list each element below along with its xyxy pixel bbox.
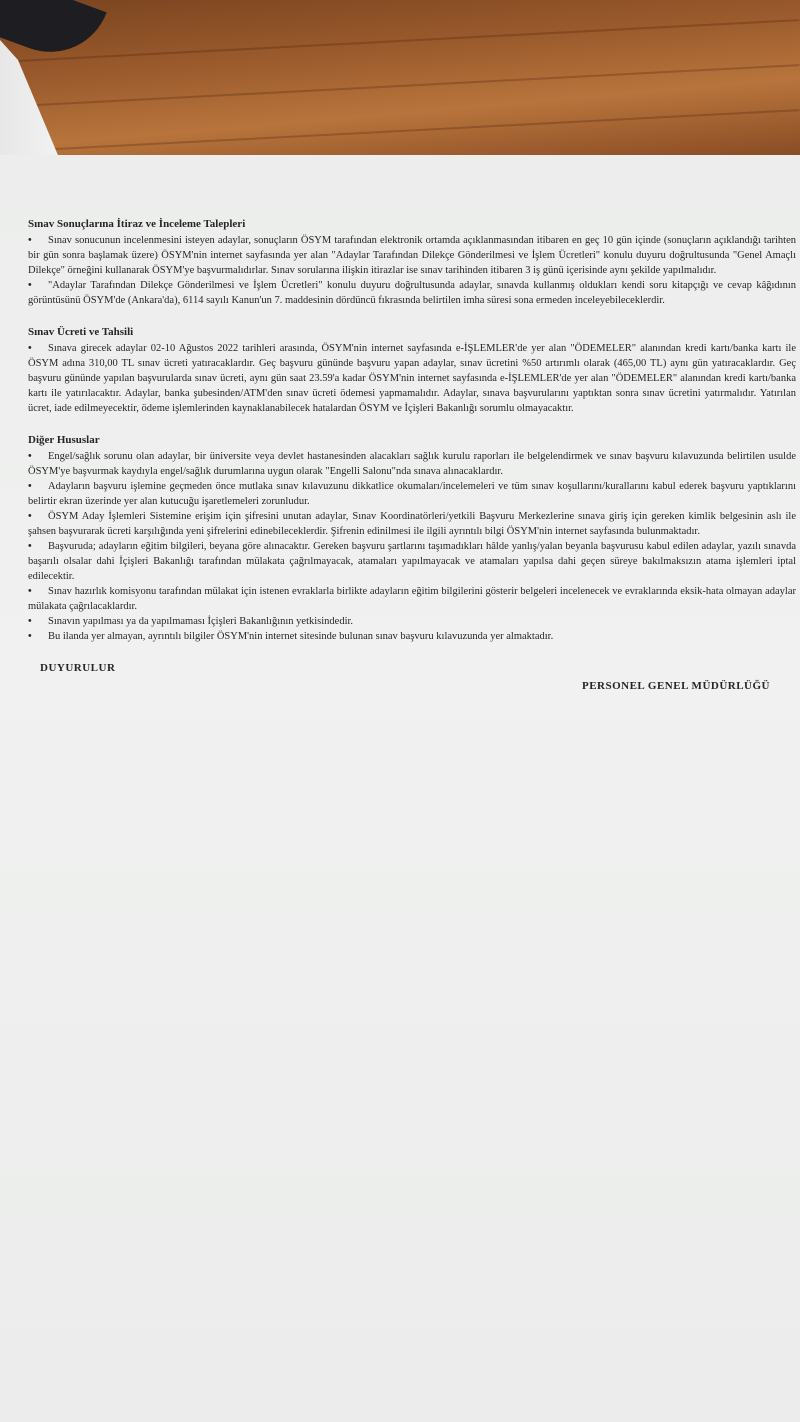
list-item <box>28 449 800 479</box>
section-diger <box>28 433 800 644</box>
item-text: Başvuruda; adayların eğitim bilgileri, beyana göre alınacaktır. Gereken başvuru şartlarını taşımadıkları hâlde yanlış/yalan beyanla başvurusu kabul edilen adaylar, yazılı sınavda başarılı olsalar dahi İçişleri Bakanlığı tarafından mülakata çağrılmayacak, atamaları yapılmayacak ve atamaları yapılsa dahi geçen süreye bakılmaksızın atama işlemleri iptal edilecektir. <box>28 541 796 582</box>
item-text: ÖSYM Aday İşlemleri Sistemine erişim için şifresini unutan adaylar, Sınav Koordinatörleri/yetkili Başvuru Merkezlerine sınava giriş için gereken kimlik belgesinin aslı ile şahsen başvurarak ücreti karşılığında yeni şifrelerini edinebileceklerdir. Şifrenin edinilmesi ile ilgili ayrıntılı bilgi ÖSYM'nin internet sayfasında bulunmaktadır. <box>28 511 796 537</box>
bullet-icon: • <box>28 541 32 552</box>
list-item <box>28 539 800 584</box>
section-heading: Diğer Hususlar <box>28 434 100 446</box>
section-ucret <box>28 325 800 416</box>
section-heading: Sınav Ücreti ve Tahsili <box>28 326 134 338</box>
section-heading: Sınav Sonuçlarına İtiraz ve İnceleme Talepleri <box>28 218 246 230</box>
list-item <box>28 509 800 539</box>
wood-grain-line <box>0 19 799 63</box>
announcement-label: DUYURULUR <box>40 662 116 674</box>
list-item <box>28 233 800 278</box>
bullet-icon: • <box>28 481 32 492</box>
item-text: Adayların başvuru işlemine geçmeden önce mutlaka sınav kılavuzunu dikkatlice okumaları/incelemeleri ve tüm sınav koşullarını/kurallarını kabul ederek başvuru yaptıklarını belirtir ekran üzerinde yer alan kutucuğu işaretlemeleri zorunludur. <box>28 481 796 507</box>
document-body <box>28 217 800 701</box>
bullet-icon: • <box>28 586 32 597</box>
list-item <box>28 629 800 644</box>
bullet-icon: • <box>28 343 32 354</box>
list-item <box>28 614 800 629</box>
bullet-icon: • <box>28 235 32 246</box>
issuer-signature: PERSONEL GENEL MÜDÜRLÜĞÜ <box>581 680 770 692</box>
bullet-icon: • <box>28 280 32 291</box>
item-text: Sınav sonucunun incelenmesini isteyen adaylar, sonuçların ÖSYM tarafından elektronik ortamda açıklanmasından itibaren en geç 10 gün içinde (sonuçların açıklandığı tarihten bir gün sonra başlamak üzere) ÖSYM'nin internet sayfasında yer alan "Adaylar Tarafından Dilekçe Gönderilmesi ve İşlem Ücretleri" konulu duyuru doğrultusunda "Genel Amaçlı Dilekçe" örneğini kullanarak ÖSYM'ye başvurmalıdırlar. Sınav sorularına ilişkin itirazlar ise sınav tarihinden itibaren 3 iş günü içerisinde aynı şekilde yapılmalıdır. <box>28 235 796 276</box>
list-item <box>28 479 800 509</box>
bullet-icon: • <box>28 451 32 462</box>
section-itiraz <box>28 217 800 308</box>
item-text: "Adaylar Tarafından Dilekçe Gönderilmesi ve İşlem Ücretleri" konulu duyuru doğrultusunda adaylar, sınavda kullanmış oldukları kendi soru kitapçığı ve cevap kâğıdının görüntüsünü ÖSYM'de (Ankara'da), 6114 sayılı Kanun'un 7. maddesinin dördüncü fıkrasında belirtilen imha süresi sona ermeden inceleyebileceklerdir. <box>28 280 796 306</box>
signature-row <box>28 661 800 701</box>
list-item <box>28 584 800 614</box>
list-item <box>28 341 800 416</box>
wood-grain-line <box>0 64 799 108</box>
list-item <box>28 278 800 308</box>
item-text: Bu ilanda yer almayan, ayrıntılı bilgiler ÖSYM'nin internet sitesinde bulunan sınav başvuru kılavuzunda yer almaktadır. <box>48 631 554 642</box>
bullet-icon: • <box>28 616 32 627</box>
bullet-icon: • <box>28 511 32 522</box>
item-text: Engel/sağlık sorunu olan adaylar, bir üniversite veya devlet hastanesinden alacakları sağlık kurulu raporları ile belgelendirmek ve sınav başvuru kılavuzunda belirtilen usulde ÖSYM'ye başvurmak kaydıyla engel/sağlık durumlarına uygun olarak "Engelli Salonu"nda sınava alınacaklardır. <box>28 451 796 477</box>
document-page <box>0 155 800 1422</box>
bullet-icon: • <box>28 631 32 642</box>
wood-grain-line <box>0 109 799 153</box>
item-text: Sınava girecek adaylar 02-10 Ağustos 2022 tarihleri arasında, ÖSYM'nin internet sayfasında e-İŞLEMLER'de yer alan "ÖDEMELER" alanından kredi kartı/banka kartı ile ÖSYM adına 310,00 TL sınav ücreti yatıracaklardır. Geç başvuru gününde başvuru yapan adaylar, sınav ücretini %50 artırımlı olarak (465,00 TL) aynı gün yatıracaklardır. Geç başvuru gününde yapılan başvurularda sınav ücreti, aynı gün saat 23.59'a kadar ÖSYM'nin internet sayfasında e-İŞLEMLER'de yer alan "ÖDEMELER" alanından kredi kartı/banka kartı ile yatırılacaktır. Adaylar, banka şubesinden/ATM'den sınav ücreti ödemesi yapmamalıdır. Adaylar, sınava başvurularını yaptıktan sonra sınav ücretini yatırmalıdır. Yatırılan ücret, iade edilmeyecektir, ödeme işlemlerinden kaynaklanabilecek hatalardan ÖSYM ve İçişleri Bakanlığı sorumlu olmayacaktır. <box>28 343 796 414</box>
item-text: Sınavın yapılması ya da yapılmaması İçişleri Bakanlığının yetkisindedir. <box>48 616 354 627</box>
item-text: Sınav hazırlık komisyonu tarafından mülakat için istenen evraklarla birlikte adayların eğitim bilgilerini gösterir belgeleri incelenecek ve evraklarında eksik-hata olmayan adaylar mülakata çağrılacaklardır. <box>28 586 796 612</box>
